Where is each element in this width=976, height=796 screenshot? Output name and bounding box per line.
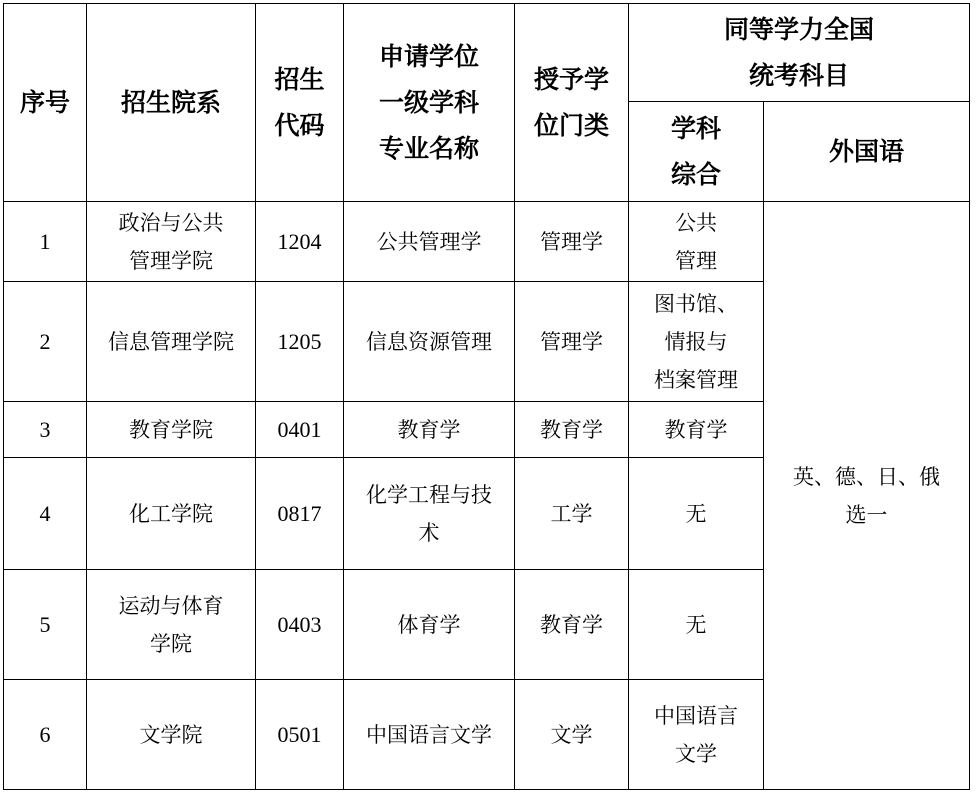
header-foreign: 外国语: [764, 102, 970, 202]
header-dept: 招生院系: [87, 4, 256, 202]
cell-code: 0817: [256, 458, 344, 570]
cell-seq: 1: [4, 202, 87, 282]
cell-major: 公共管理学: [344, 202, 515, 282]
header-degree: 授予学 位门类: [515, 4, 629, 202]
cell-major: 信息资源管理: [344, 282, 515, 402]
cell-major: 中国语言文学: [344, 680, 515, 790]
cell-dept: 化工学院: [87, 458, 256, 570]
header-seq: 序号: [4, 4, 87, 202]
cell-degree: 文学: [515, 680, 629, 790]
cell-major: 教育学: [344, 402, 515, 458]
header-exam-group: 同等学力全国 统考科目: [629, 4, 970, 102]
cell-code: 0501: [256, 680, 344, 790]
cell-degree: 工学: [515, 458, 629, 570]
header-row-top: [4, 4, 970, 102]
cell-seq: 5: [4, 570, 87, 680]
header-major: 申请学位 一级学科 专业名称: [344, 4, 515, 202]
cell-dept: 文学院: [87, 680, 256, 790]
cell-code: 1205: [256, 282, 344, 402]
cell-code: 1204: [256, 202, 344, 282]
cell-dept: 教育学院: [87, 402, 256, 458]
cell-seq: 4: [4, 458, 87, 570]
cell-degree: 教育学: [515, 402, 629, 458]
cell-seq: 6: [4, 680, 87, 790]
header-subject: 学科 综合: [629, 102, 764, 202]
cell-subject: 无: [629, 458, 764, 570]
header-code: 招生 代码: [256, 4, 344, 202]
cell-subject: 无: [629, 570, 764, 680]
cell-dept: 信息管理学院: [87, 282, 256, 402]
cell-code: 0401: [256, 402, 344, 458]
cell-subject: 中国语言 文学: [629, 680, 764, 790]
cell-seq: 2: [4, 282, 87, 402]
cell-degree: 管理学: [515, 202, 629, 282]
cell-subject: 公共 管理: [629, 202, 764, 282]
cell-subject: 图书馆、 情报与 档案管理: [629, 282, 764, 402]
cell-subject: 教育学: [629, 402, 764, 458]
cell-major: 化学工程与技 术: [344, 458, 515, 570]
admissions-table: [3, 3, 970, 790]
cell-foreign-merged: 英、德、日、俄 选一: [764, 202, 970, 790]
cell-dept: 运动与体育 学院: [87, 570, 256, 680]
cell-degree: 教育学: [515, 570, 629, 680]
cell-degree: 管理学: [515, 282, 629, 402]
cell-dept: 政治与公共 管理学院: [87, 202, 256, 282]
table-row: [4, 202, 970, 282]
cell-code: 0403: [256, 570, 344, 680]
cell-seq: 3: [4, 402, 87, 458]
cell-major: 体育学: [344, 570, 515, 680]
